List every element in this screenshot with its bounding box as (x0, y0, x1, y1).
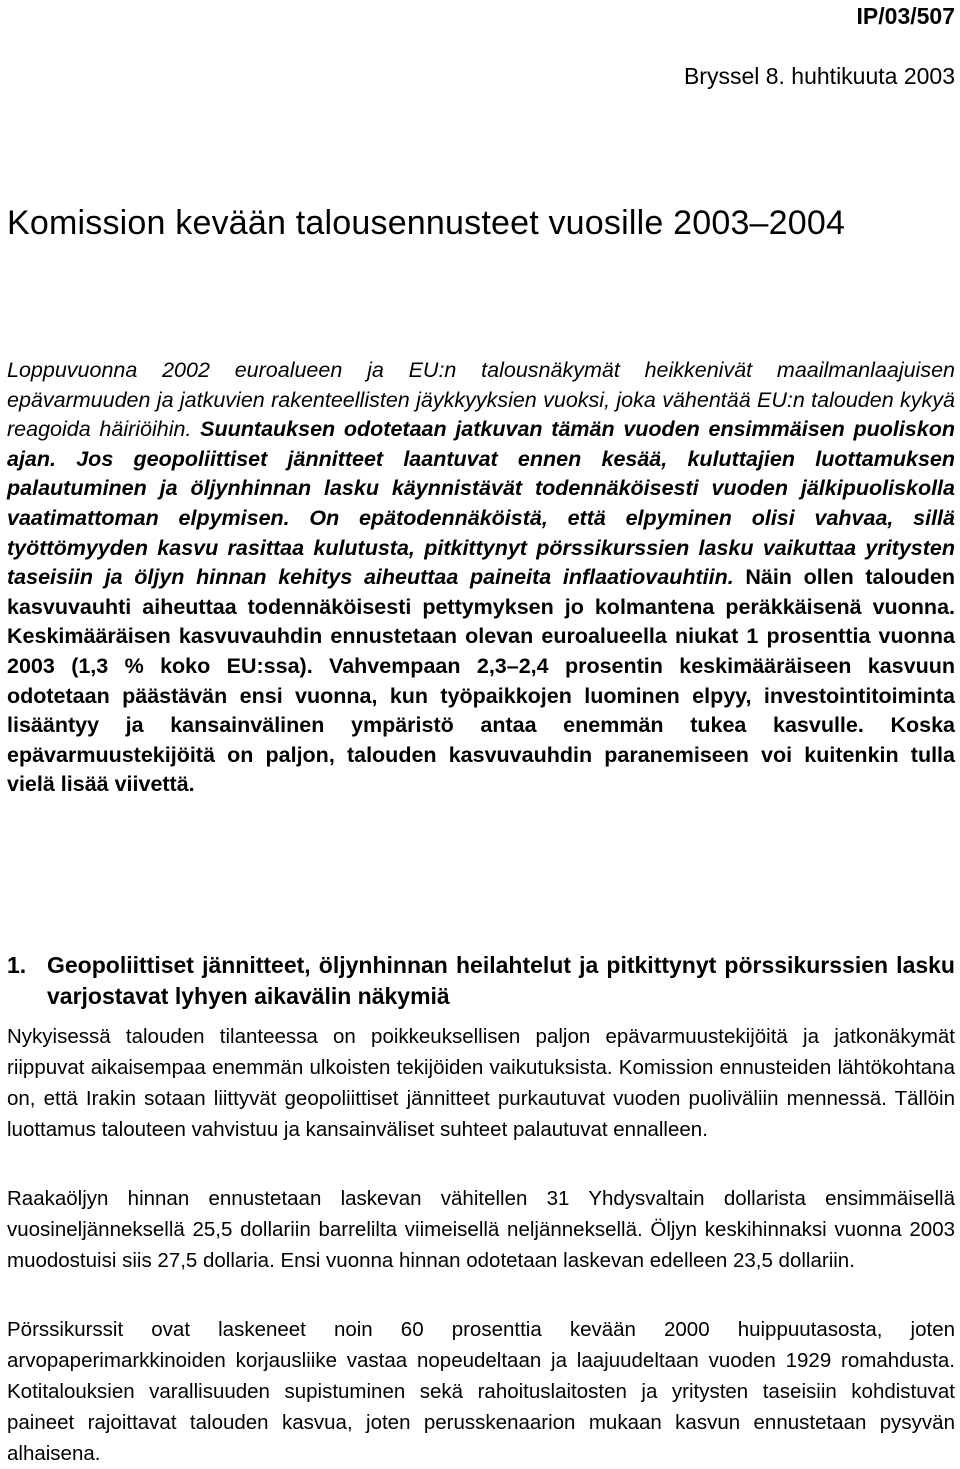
lead-part-2: Suuntauksen odotetaan jatkuvan tämän vuoden ensimmäisen puoliskon ajan. Jos geopoliittiset jännitteet laantuvat ennen kesää, kuluttajien luottamuksen palautuminen ja öljynhinnan lasku käynnistävät todennäköisesti vuoden jälkipuoliskolla vaatimattoman elpymisen. On epätodennäköistä, että elpyminen olisi vahvaa, sillä työttömyyden kasvu rasittaa kulutusta, pitkittynyt pörssikurssien lasku vaikuttaa yritysten taseisiin ja öljyn hinnan kehitys aiheuttaa paineita inflaatiovauhtiin. (7, 417, 955, 590)
reference-number: IP/03/507 (856, 3, 955, 29)
dateline: Bryssel 8. huhtikuuta 2003 (683, 63, 955, 89)
section-heading (7, 950, 955, 1012)
body-paragraph: Pörssikurssit ovat laskeneet noin 60 prosenttia kevään 2000 huippuutasosta, joten arvopaperimarkkinoiden korjausliike vastaa nopeudeltaan ja laajuudeltaan vuoden 1929 romahdusta. Kotitalouksien varallisuuden supistuminen sekä rahoituslaitosten ja yritysten taseisiin kohdistuvat paineet rajoittavat talouden kasvua, joten perusskenaarion mukaan kasvun ennustetaan pysyvän alhaisena. (7, 1318, 955, 1465)
lead-part-3: Näin ollen talouden kasvuvauhti aiheuttaa todennäköisesti pettymyksen jo kolmantena peräkkäisenä vuonna. Keskimääräisen kasvuvauhdin ennustetaan olevan euroalueella niukat 1 prosenttia vuonna 2003 (1,3 % koko EU:ssa). Vahvempaan 2,3–2,4 prosentin keskimääräiseen kasvuun odotetaan päästävän ensi vuonna, kun työpaikkojen luominen elpyy, investointitoiminta lisääntyy ja kansainvälinen ympäristö antaa enemmän tukea kasvulle. Koska epävarmuustekijöitä on paljon, talouden kasvuvauhdin paranemiseen voi kuitenkin tulla vielä lisää viivettä. (7, 565, 955, 797)
lead-paragraph (7, 356, 955, 800)
body-paragraph: Nykyisessä talouden tilanteessa on poikkeuksellisen paljon epävarmuustekijöitä ja jatkonäkymät riippuvat aikaisempaa enemmän ulkoisten tekijöiden vaikutuksista. Komission ennusteiden lähtökohtana on, että Irakin sotaan liittyvät geopoliittiset jännitteet purkautuvat vuoden puoliväliin mennessä. Tällöin luottamus talouteen vahvistuu ja kansainväliset suhteet palautuvat ennalleen. (7, 1025, 955, 1141)
page-title: Komission kevään talousennusteet vuosille 2003–2004 (7, 204, 846, 242)
lead-part-1: Loppuvuonna 2002 euroalueen ja EU:n talousnäkymät heikkenivät maailmanlaajuisen epävarmuuden ja jatkuvien rakenteellisten jäykkyyksien vuoksi, joka vähentää EU:n talouden kykyä reagoida häiriöihin. (7, 358, 955, 442)
section-heading-text: Geopoliittiset jännitteet, öljynhinnan heilahtelut ja pitkittynyt pörssikurssien lasku varjostavat lyhyen aikavälin näkymiä (47, 952, 955, 1009)
section-number: 1. (7, 952, 27, 978)
body-paragraph: Raakaöljyn hinnan ennustetaan laskevan vähitellen 31 Yhdysvaltain dollarista ensimmäisellä vuosineljänneksellä 25,5 dollariin barrelilta viimeisellä neljänneksellä. Öljyn keskihinnaksi vuonna 2003 muodostuisi siis 27,5 dollaria. Ensi vuonna hinnan odotetaan laskevan edelleen 23,5 dollariin. (7, 1187, 955, 1272)
